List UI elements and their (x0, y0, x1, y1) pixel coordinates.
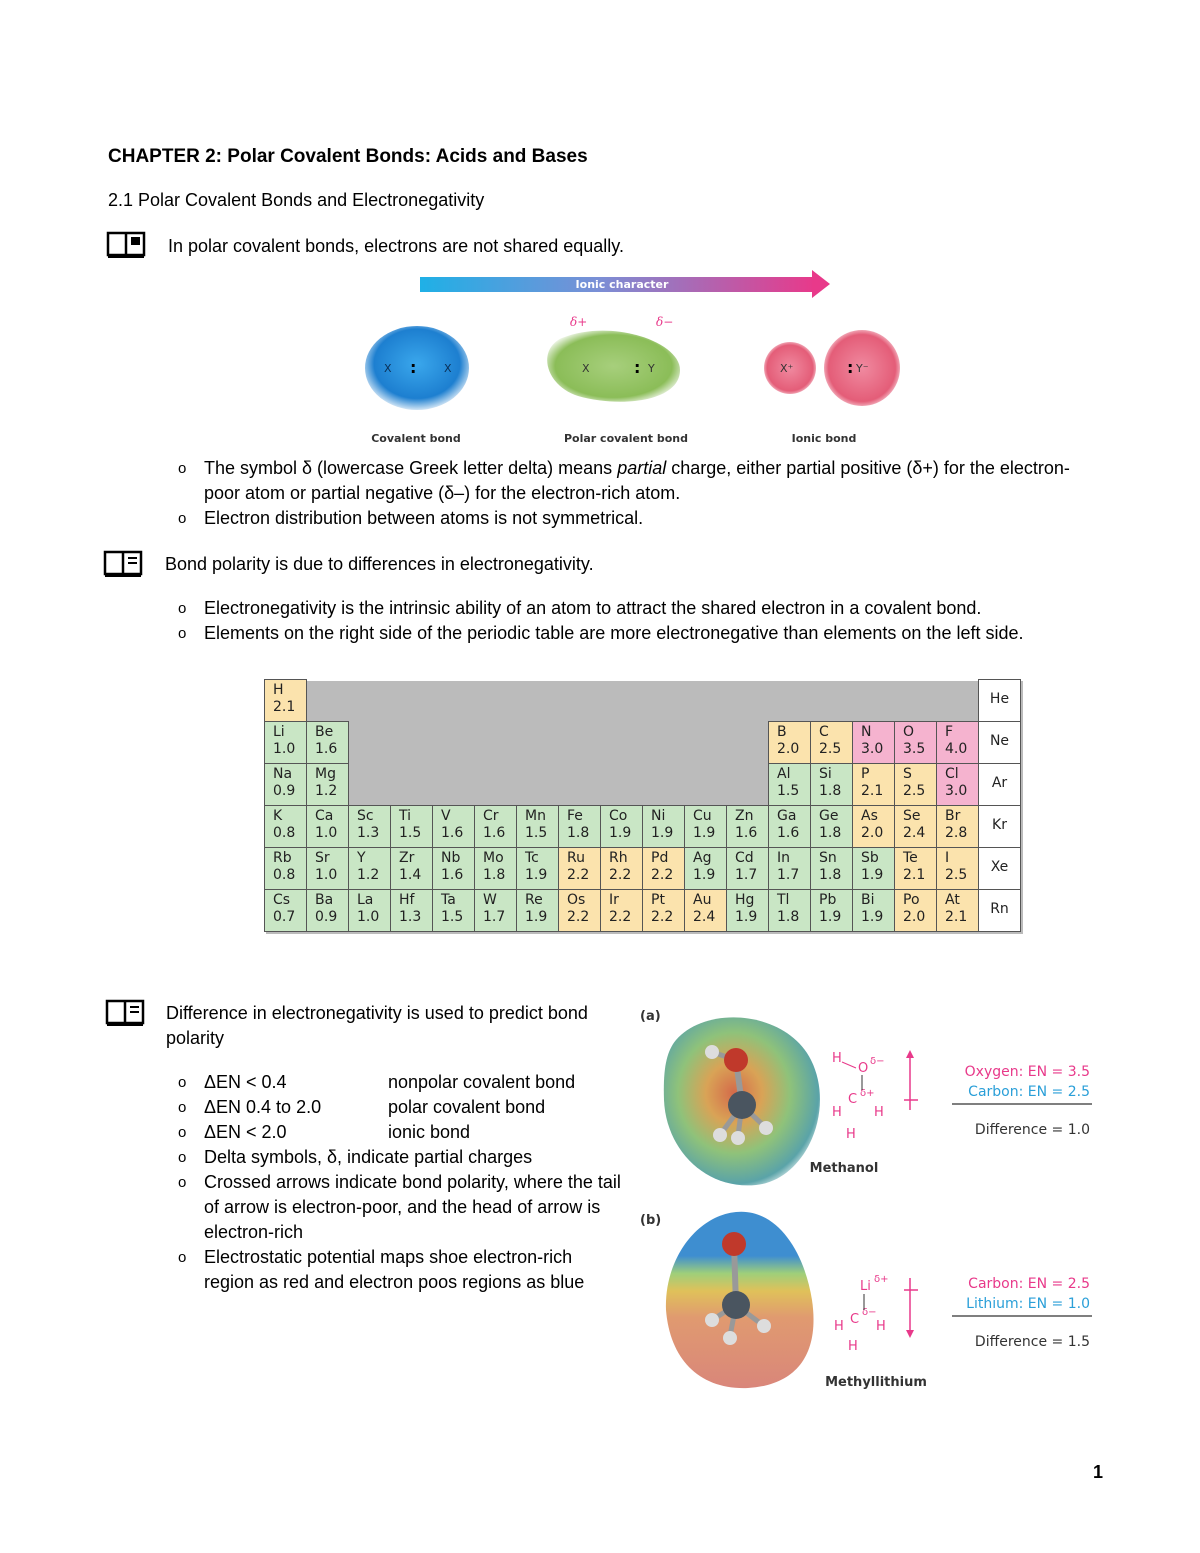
element-electronegativity: 1.9 (693, 825, 716, 841)
element-electronegativity: 2.8 (945, 825, 968, 841)
element-electronegativity: 2.2 (567, 909, 590, 925)
element-cell-pb (810, 889, 853, 932)
element-cell-b (768, 721, 811, 764)
paragraph-en-difference: Difference in electronegativity is used to predict bond polarity (166, 1003, 588, 1048)
svg-text:H: H (876, 1319, 886, 1334)
difference-a: Difference = 1.0 (974, 1122, 1090, 1138)
paragraph-polar-bonds: In polar covalent bonds, electrons are not shared equally. (168, 236, 624, 256)
element-cell-i (936, 847, 979, 890)
svg-text:δ−: δ− (870, 1056, 885, 1067)
element-cell-k (264, 805, 307, 848)
element-electronegativity: 1.8 (819, 783, 842, 799)
svg-text:δ+: δ+ (860, 1088, 875, 1099)
element-electronegativity: 3.5 (903, 741, 926, 757)
polar-covalent-bond-label: Polar covalent bond (563, 432, 689, 445)
svg-text::: : (410, 358, 417, 377)
svg-text:H: H (848, 1339, 858, 1354)
element-cell-na (264, 763, 307, 806)
element-cell-cr (474, 805, 517, 848)
element-symbol: Mg (315, 766, 336, 782)
element-cell-os (558, 889, 601, 932)
element-symbol: Cs (273, 892, 291, 908)
element-cell-he (978, 679, 1021, 722)
element-cell-rh (600, 847, 643, 890)
epm-figure (636, 1000, 1106, 1400)
element-electronegativity: 3.0 (945, 783, 968, 799)
element-electronegativity: 1.0 (315, 867, 338, 883)
svg-text:Li: Li (860, 1279, 871, 1294)
element-cell-o (894, 721, 937, 764)
book-icon (105, 999, 145, 1027)
element-electronegativity: 1.9 (819, 909, 842, 925)
element-cell-rb (264, 847, 307, 890)
element-symbol: N (861, 724, 872, 740)
element-cell-ti (390, 805, 433, 848)
element-electronegativity: 1.8 (819, 867, 842, 883)
element-electronegativity: 1.8 (567, 825, 590, 841)
element-cell-c (810, 721, 853, 764)
element-electronegativity: 1.6 (441, 867, 464, 883)
element-electronegativity: 2.2 (651, 867, 674, 883)
element-electronegativity: 1.9 (651, 825, 674, 841)
element-electronegativity: 1.5 (525, 825, 548, 841)
list-item: o ΔEN 0.4 to 2.0 polar covalent bond (204, 1095, 624, 1120)
svg-text:C: C (850, 1312, 860, 1327)
element-cell-ca (306, 805, 349, 848)
element-symbol: S (903, 766, 912, 782)
element-cell-se (894, 805, 937, 848)
element-symbol: F (945, 724, 954, 740)
element-cell-xe (978, 847, 1021, 890)
lithium-en: Lithium: EN = 1.0 (966, 1296, 1090, 1312)
element-symbol: Mn (525, 808, 546, 824)
element-symbol: Au (693, 892, 712, 908)
element-electronegativity: 1.4 (399, 867, 422, 883)
element-electronegativity: 1.6 (483, 825, 506, 841)
element-electronegativity: 1.5 (399, 825, 422, 841)
list-item: o Delta symbols, δ, indicate partial charges (204, 1145, 624, 1170)
element-symbol: Fe (567, 808, 583, 824)
carbon-atom (728, 1091, 756, 1119)
svg-text::: : (847, 358, 854, 377)
element-electronegativity: 1.9 (861, 909, 884, 925)
element-cell-n (852, 721, 895, 764)
list-item: o The symbol δ (lowercase Greek letter delta) means partial charge, either partial positive (δ+) for the electron-poor atom or partial negative (δ–) for the electron-rich atom. (204, 456, 1104, 506)
element-symbol: Rn (990, 901, 1009, 917)
element-cell-mg (306, 763, 349, 806)
element-electronegativity: 1.7 (483, 909, 506, 925)
element-symbol: Xe (990, 859, 1009, 875)
element-symbol: Ni (651, 808, 666, 824)
element-cell-at (936, 889, 979, 932)
page-number: 1 (1092, 1462, 1103, 1482)
element-symbol: Re (525, 892, 543, 908)
element-symbol: Sb (861, 850, 879, 866)
element-symbol: V (441, 808, 451, 824)
element-symbol: Tl (777, 892, 790, 908)
svg-text:X: X (384, 362, 392, 375)
element-symbol: Y (357, 850, 366, 866)
element-symbol: O (903, 724, 915, 740)
element-cell-zr (390, 847, 433, 890)
element-symbol: Zn (735, 808, 754, 824)
element-cell-cl (936, 763, 979, 806)
difference-b: Difference = 1.5 (974, 1334, 1090, 1350)
element-symbol: Si (819, 766, 832, 782)
element-cell-hf (390, 889, 433, 932)
element-electronegativity: 1.2 (357, 867, 380, 883)
element-symbol: Co (609, 808, 628, 824)
element-symbol: Ru (567, 850, 585, 866)
element-cell-sr (306, 847, 349, 890)
methanol-label: Methanol (809, 1161, 879, 1176)
book-icon (103, 550, 143, 578)
svg-text::: : (634, 358, 641, 377)
element-electronegativity: 2.4 (903, 825, 926, 841)
element-cell-ir (600, 889, 643, 932)
element-cell-fe (558, 805, 601, 848)
covalent-bond-label: Covalent bond (371, 432, 461, 445)
en-difference-bullets (204, 1070, 624, 1295)
element-electronegativity: 0.8 (273, 825, 296, 841)
paragraph-bond-polarity: Bond polarity is due to differences in electronegativity. (165, 554, 594, 574)
element-symbol: Ti (399, 808, 412, 824)
element-electronegativity: 1.0 (273, 741, 296, 757)
element-symbol: Se (903, 808, 921, 824)
lithium-atom (722, 1232, 746, 1256)
ionic-bond-label: Ionic bond (791, 432, 857, 445)
element-cell-pt (642, 889, 685, 932)
element-symbol: Na (273, 766, 293, 782)
element-cell-zn (726, 805, 769, 848)
element-symbol: P (861, 766, 870, 782)
element-symbol: In (777, 850, 791, 866)
element-electronegativity: 2.2 (651, 909, 674, 925)
carbon-en-b: Carbon: EN = 2.5 (968, 1276, 1090, 1292)
element-symbol: Po (903, 892, 920, 908)
element-electronegativity: 1.7 (777, 867, 800, 883)
element-electronegativity: 2.1 (861, 783, 884, 799)
element-symbol: K (273, 808, 283, 824)
element-electronegativity: 1.3 (357, 825, 380, 841)
element-electronegativity: 1.9 (735, 909, 758, 925)
svg-text:O: O (858, 1061, 869, 1076)
carbon-en-a: Carbon: EN = 2.5 (968, 1084, 1090, 1100)
element-electronegativity: 2.2 (567, 867, 590, 883)
element-cell-te (894, 847, 937, 890)
element-cell-ru (558, 847, 601, 890)
element-symbol: Ca (315, 808, 334, 824)
element-cell-hg (726, 889, 769, 932)
element-cell-mo (474, 847, 517, 890)
element-cell-ne (978, 721, 1021, 764)
element-cell-tl (768, 889, 811, 932)
list-item: o Elements on the right side of the periodic table are more electronegative than elements on the left side. (204, 621, 1104, 646)
element-electronegativity: 2.2 (609, 909, 632, 925)
svg-text:H: H (832, 1105, 842, 1120)
element-cell-sc (348, 805, 391, 848)
section-heading: 2.1 Polar Covalent Bonds and Electronegativity (108, 190, 485, 210)
element-electronegativity: 2.0 (777, 741, 800, 757)
element-electronegativity: 2.1 (903, 867, 926, 883)
element-cell-s (894, 763, 937, 806)
element-symbol: Nb (441, 850, 461, 866)
element-electronegativity: 2.5 (945, 867, 968, 883)
element-cell-co (600, 805, 643, 848)
element-electronegativity: 1.0 (357, 909, 380, 925)
element-cell-rn (978, 889, 1021, 932)
book-icon (106, 231, 146, 259)
element-cell-po (894, 889, 937, 932)
element-cell-sn (810, 847, 853, 890)
element-symbol: Br (945, 808, 961, 824)
element-cell-sb (852, 847, 895, 890)
element-cell-f (936, 721, 979, 764)
element-cell-nb (432, 847, 475, 890)
delta-minus-label: δ− (656, 315, 674, 329)
element-electronegativity: 2.1 (273, 699, 296, 715)
element-symbol: Te (903, 850, 918, 866)
element-cell-cd (726, 847, 769, 890)
element-electronegativity: 0.9 (273, 783, 296, 799)
svg-text:X: X (444, 362, 452, 375)
element-cell-mn (516, 805, 559, 848)
element-electronegativity: 1.6 (441, 825, 464, 841)
element-cell-au (684, 889, 727, 932)
methyllithium-label: Methyllithium (825, 1375, 927, 1390)
svg-text:δ+: δ+ (874, 1274, 889, 1285)
element-cell-as (852, 805, 895, 848)
element-cell-ag (684, 847, 727, 890)
element-electronegativity: 1.7 (735, 867, 758, 883)
element-symbol: La (357, 892, 374, 908)
element-symbol: I (945, 850, 950, 866)
element-electronegativity: 1.9 (861, 867, 884, 883)
list-item: o Electrostatic potential maps shoe electron-rich region as red and electron poos regions as blue (204, 1245, 624, 1295)
element-cell-ba (306, 889, 349, 932)
element-cell-ar (978, 763, 1021, 806)
element-electronegativity: 1.6 (315, 741, 338, 757)
element-electronegativity: 4.0 (945, 741, 968, 757)
svg-text:δ−: δ− (862, 1307, 877, 1318)
element-symbol: Li (273, 724, 285, 740)
element-symbol: Pd (651, 850, 669, 866)
element-symbol: Ag (693, 850, 712, 866)
list-item: o ΔEN < 2.0 ionic bond (204, 1120, 624, 1145)
list-item: o Electronegativity is the intrinsic ability of an atom to attract the shared electron in a covalent bond. (204, 596, 1104, 621)
element-symbol: Rb (273, 850, 292, 866)
element-cell-re (516, 889, 559, 932)
list-item: o Electron distribution between atoms is not symmetrical. (204, 506, 1104, 531)
element-electronegativity: 1.8 (819, 825, 842, 841)
element-symbol: W (483, 892, 497, 908)
element-electronegativity: 2.5 (819, 741, 842, 757)
element-cell-si (810, 763, 853, 806)
element-cell-p (852, 763, 895, 806)
element-cell-br (936, 805, 979, 848)
electronegativity-bullets (204, 596, 1104, 646)
element-symbol: Al (777, 766, 791, 782)
element-cell-kr (978, 805, 1021, 848)
element-symbol: Kr (992, 817, 1007, 833)
covalent-bond-cloud (365, 326, 469, 410)
element-symbol: Ta (441, 892, 456, 908)
figure-a-label: (a) (640, 1009, 661, 1024)
element-symbol: B (777, 724, 787, 740)
svg-text:X: X (582, 362, 590, 375)
oxygen-en: Oxygen: EN = 3.5 (964, 1064, 1090, 1080)
polar-bond-cloud (547, 331, 680, 402)
element-symbol: Ar (991, 775, 1008, 791)
element-symbol: Be (315, 724, 334, 740)
element-electronegativity: 1.5 (441, 909, 464, 925)
element-symbol: Hf (399, 892, 415, 908)
element-cell-cu (684, 805, 727, 848)
element-electronegativity: 2.0 (903, 909, 926, 925)
element-symbol: Cu (693, 808, 712, 824)
element-cell-be (306, 721, 349, 764)
element-cell-ni (642, 805, 685, 848)
element-symbol: Ge (819, 808, 839, 824)
element-electronegativity: 1.6 (777, 825, 800, 841)
element-symbol: Rh (609, 850, 628, 866)
element-cell-ta (432, 889, 475, 932)
element-electronegativity: 2.2 (609, 867, 632, 883)
element-symbol: As (861, 808, 878, 824)
element-cell-ga (768, 805, 811, 848)
element-symbol: Hg (735, 892, 755, 908)
element-cell-bi (852, 889, 895, 932)
list-item: o ΔEN < 0.4 nonpolar covalent bond (204, 1070, 624, 1095)
element-electronegativity: 1.9 (609, 825, 632, 841)
element-electronegativity: 2.1 (945, 909, 968, 925)
svg-text:H: H (846, 1127, 856, 1142)
element-electronegativity: 1.2 (315, 783, 338, 799)
element-symbol: Ne (989, 733, 1010, 749)
element-cell-tc (516, 847, 559, 890)
figure-b-label: (b) (640, 1213, 662, 1228)
element-electronegativity: 1.5 (777, 783, 800, 799)
element-symbol: Pb (819, 892, 837, 908)
element-symbol: Ir (609, 892, 619, 908)
element-symbol: Ba (315, 892, 334, 908)
element-cell-h (264, 679, 307, 722)
element-symbol: Cd (735, 850, 754, 866)
element-electronegativity: 3.0 (861, 741, 884, 757)
element-symbol: Sn (819, 850, 837, 866)
element-cell-cs (264, 889, 307, 932)
element-symbol: Mo (483, 850, 504, 866)
element-electronegativity: 1.3 (399, 909, 422, 925)
element-electronegativity: 1.9 (525, 867, 548, 883)
carbon-atom (722, 1291, 750, 1319)
element-cell-in (768, 847, 811, 890)
element-symbol: Sc (357, 808, 374, 824)
element-cell-ge (810, 805, 853, 848)
element-symbol: Ga (777, 808, 797, 824)
element-symbol: He (989, 691, 1010, 707)
element-symbol: Zr (399, 850, 415, 866)
element-electronegativity: 2.0 (861, 825, 884, 841)
element-cell-la (348, 889, 391, 932)
delta-plus-label: δ+ (570, 315, 588, 329)
element-cell-w (474, 889, 517, 932)
element-electronegativity: 1.9 (693, 867, 716, 883)
element-symbol: Sr (315, 850, 330, 866)
ionic-character-label: Ionic character (575, 278, 669, 291)
svg-text:H: H (874, 1105, 884, 1120)
element-symbol: C (819, 724, 829, 740)
element-electronegativity: 0.9 (315, 909, 338, 925)
element-cell-pd (642, 847, 685, 890)
svg-text:Y: Y (648, 362, 655, 375)
svg-text:H: H (834, 1319, 844, 1334)
element-electronegativity: 0.8 (273, 867, 296, 883)
element-symbol: Os (567, 892, 586, 908)
element-cell-al (768, 763, 811, 806)
element-electronegativity: 2.5 (903, 783, 926, 799)
element-electronegativity: 1.9 (525, 909, 548, 925)
element-symbol: Pt (651, 892, 665, 908)
element-cell-li (264, 721, 307, 764)
element-electronegativity: 1.8 (483, 867, 506, 883)
list-item: o Crossed arrows indicate bond polarity, where the tail of arrow is electron-poor, and the head of arrow is electron-rich (204, 1170, 624, 1245)
svg-text:X⁺: X⁺ (780, 362, 794, 375)
svg-text:Y⁻: Y⁻ (856, 362, 869, 375)
element-symbol: Cr (483, 808, 499, 824)
element-electronegativity: 1.0 (315, 825, 338, 841)
element-symbol: Tc (525, 850, 539, 866)
element-symbol: At (945, 892, 960, 908)
svg-text:H: H (832, 1051, 842, 1066)
oxygen-atom (724, 1048, 748, 1072)
element-cell-y (348, 847, 391, 890)
element-electronegativity: 1.6 (735, 825, 758, 841)
element-symbol: Bi (861, 892, 875, 908)
element-cell-v (432, 805, 475, 848)
chapter-title: CHAPTER 2: Polar Covalent Bonds: Acids and Bases (108, 146, 588, 167)
element-electronegativity: 1.8 (777, 909, 800, 925)
delta-bullets (204, 456, 1104, 531)
svg-text:C: C (848, 1092, 858, 1107)
element-symbol: Cl (945, 766, 959, 782)
element-electronegativity: 0.7 (273, 909, 296, 925)
element-electronegativity: 2.4 (693, 909, 716, 925)
element-symbol: H (273, 682, 284, 698)
bond-type-figure (350, 262, 920, 452)
